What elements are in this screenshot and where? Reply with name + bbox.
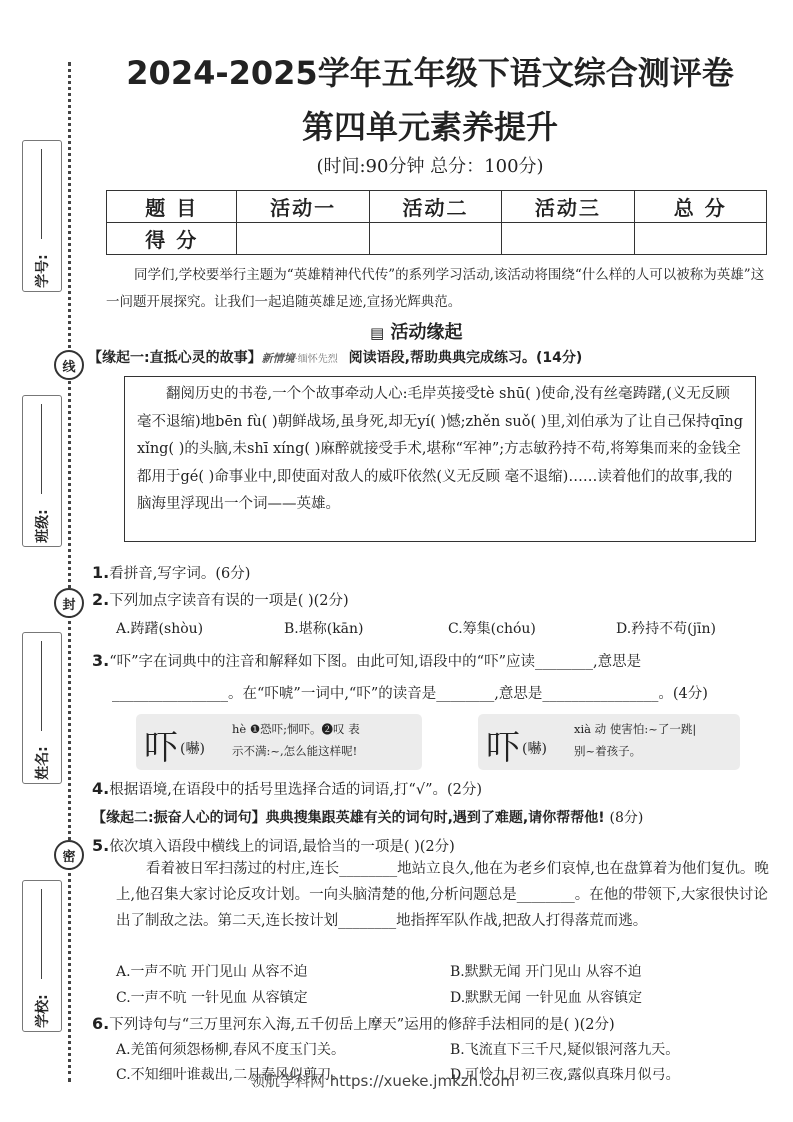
q6-option-a[interactable]: A.羌笛何须怨杨柳,春风不度玉门关。 <box>116 1042 346 1058</box>
intro-paragraph: 同学们,学校要举行主题为“英雄精神代代传”的系列学习活动,该活动将围绕“什么样的人可以被称为英雄”这一问题开展探究。让我们一起追随英雄足迹,宣扬光辉典范。 <box>106 267 765 310</box>
question-4 <box>92 778 482 799</box>
question-number: 5. <box>92 836 110 855</box>
seal-mi: 密 <box>54 840 84 870</box>
q2-option-c[interactable]: C.筹集(chóu) <box>448 621 536 637</box>
badge-subtext: ·缅怀先烈 <box>294 354 338 365</box>
dictionary-entry-xia <box>478 714 740 770</box>
seal-line: 线 <box>54 350 84 380</box>
question-text: 看拼音,写字词。(6分) <box>109 566 251 582</box>
question-number: 3. <box>92 651 110 670</box>
question-text: “吓”字在词典中的注音和解释如下图。由此可知,语段中的“吓”应读________,意思是 <box>109 654 642 670</box>
dict-char: 吓 <box>486 728 520 768</box>
dict-def-line2: 示不满:~,怎么能这样呢! <box>232 744 358 758</box>
yuanqi2-score: (8分) <box>609 810 644 826</box>
q6-option-b[interactable]: B.飞流直下三千尺,疑似银河落九天。 <box>450 1042 680 1058</box>
class-field[interactable] <box>22 395 62 547</box>
question-5 <box>92 835 455 856</box>
score-header-cell: 活动三 <box>502 191 634 223</box>
new-context-badge: 新情境 <box>261 352 295 365</box>
page-title: 2024-2025学年五年级下语文综合测评卷 <box>126 54 734 92</box>
score-cell[interactable] <box>502 223 634 255</box>
score-cell[interactable] <box>237 223 369 255</box>
footer-watermark: 领航学科网 https://xueke.jmkzh.com <box>250 1072 515 1090</box>
q5-option-a[interactable]: A.一声不吭 开门见山 从容不迫 <box>116 964 308 980</box>
q6-option-c[interactable]: C.不知细叶谁裁出,二月春风似剪刀。 <box>116 1067 346 1083</box>
yuanqi2-label: 【缘起二:振奋人心的词句】 <box>92 810 266 826</box>
question-text: 下列加点字读音有误的一项是( )(2分) <box>109 593 349 609</box>
q2-option-b[interactable]: B.堪称(kān) <box>284 621 364 637</box>
question-number: 1. <box>92 563 110 582</box>
field-line <box>41 149 42 239</box>
section-heading <box>370 318 462 344</box>
document-icon: ▤ <box>370 324 385 342</box>
field-label: 学号: <box>35 254 51 288</box>
exam-meta: (时间:90分钟 总分：100分) <box>316 156 544 177</box>
page-subtitle: 第四单元素养提升 <box>301 108 558 146</box>
name-field[interactable] <box>22 632 62 784</box>
yuanqi1-label: 【缘起一:直抵心灵的故事】 <box>88 350 262 366</box>
field-label: 学校: <box>35 994 51 1028</box>
dict-def-line2: 别~着孩子。 <box>574 744 642 758</box>
dict-traditional: (嚇) <box>522 741 547 757</box>
reading-passage: 翻阅历史的书卷,一个个故事牵动人心:毛岸英接受tè shū( )使命,没有丝毫踌躇,(义无反顾 毫不退缩)地bēn fù( )朝鲜战场,虽身死,却无yí( )憾;zhěn suǒ( )里,刘伯承为了让自己保持qīng xǐng( )的头脑,未shī xíng( )麻醉就接受手术,堪称“军神”;方志敏矜持不苟,将筹集而来的金钱全都用于gé( )命事业中,即使面对敌人的威吓依然(义无反顾 毫不退缩)……读着他们的故事,我的脑海里浮现出一个词——英雄。 <box>124 376 756 542</box>
yuanqi2-text: 典典搜集跟英雄有关的词句时,遇到了难题,请你帮帮他! <box>265 810 605 826</box>
binding-dotted-line <box>68 62 71 1082</box>
score-table <box>106 190 767 255</box>
q5-option-d[interactable]: D.默默无闻 一针见血 从容镇定 <box>450 990 643 1006</box>
q2-option-d[interactable]: D.矜持不苟(jīn) <box>616 621 716 637</box>
score-header-cell: 总 分 <box>634 191 766 223</box>
yuanqi2-heading <box>92 807 643 827</box>
q5-passage: 看着被日军扫荡过的村庄,连长________地站立良久,他在为老乡们哀悼,也在盘算着为他们复仇。晚上,他召集大家讨论反攻计划。一向头脑清楚的他,分析问题总是________。在他的带领下,大家很快讨论出了制敌之法。第二天,连长按计划________地指挥军队作战,把敌人打得落荒而逃。 <box>116 861 769 929</box>
question-3 <box>92 650 782 671</box>
question-2 <box>92 589 349 610</box>
score-cell[interactable] <box>634 223 766 255</box>
question-text: 下列诗句与“三万里河东入海,五千仞岳上摩天”运用的修辞手法相同的是( )(2分) <box>109 1017 615 1033</box>
question-number: 6. <box>92 1014 110 1033</box>
score-header-cell: 题 目 <box>107 191 237 223</box>
field-line <box>41 889 42 979</box>
field-label: 班级: <box>35 509 51 543</box>
q2-option-a[interactable]: A.踌躇(shòu) <box>116 621 204 637</box>
question-text: 根据语境,在语段中的括号里选择合适的词语,打“√”。(2分) <box>109 782 483 798</box>
question-text: 依次填入语段中横线上的词语,最恰当的一项是( )(2分) <box>109 839 455 855</box>
student-id-field[interactable] <box>22 140 62 292</box>
score-row-label: 得 分 <box>107 223 237 255</box>
yuanqi1-text: 阅读语段,帮助典典完成练习。(14分) <box>348 350 583 366</box>
dict-def-line1: xià 动 使害怕:~了一跳| <box>574 722 697 736</box>
score-header-cell: 活动二 <box>369 191 501 223</box>
dict-def-line1: hè ❶恐吓;恫吓。❷叹 表 <box>232 722 360 736</box>
question-6 <box>92 1013 782 1034</box>
yuanqi1-heading <box>88 347 582 367</box>
field-label: 姓名: <box>35 746 51 780</box>
dict-char: 吓 <box>144 728 178 768</box>
question-number: 2. <box>92 590 110 609</box>
dictionary-entry-he <box>136 714 422 770</box>
school-field[interactable] <box>22 880 62 1032</box>
question-3-line2: ________________。在“吓唬”一词中,“吓”的读音是________,意思是________________。(4分) <box>112 686 708 702</box>
field-line <box>41 404 42 494</box>
score-table-header-row <box>107 191 767 223</box>
score-header-cell: 活动一 <box>237 191 369 223</box>
field-line <box>41 641 42 731</box>
q6-option-d[interactable]: D.可怜九月初三夜,露似真珠月似弓。 <box>450 1067 680 1083</box>
q5-option-b[interactable]: B.默默无闻 开门见山 从容不迫 <box>450 964 642 980</box>
section-title: 活动缘起 <box>390 322 463 343</box>
score-table-row <box>107 223 767 255</box>
q5-option-c[interactable]: C.一声不吭 一针见血 从容镇定 <box>116 990 308 1006</box>
dict-traditional: (嚇) <box>180 741 205 757</box>
seal-feng: 封 <box>54 588 84 618</box>
question-1 <box>92 562 250 583</box>
question-number: 4. <box>92 779 110 798</box>
score-cell[interactable] <box>369 223 501 255</box>
